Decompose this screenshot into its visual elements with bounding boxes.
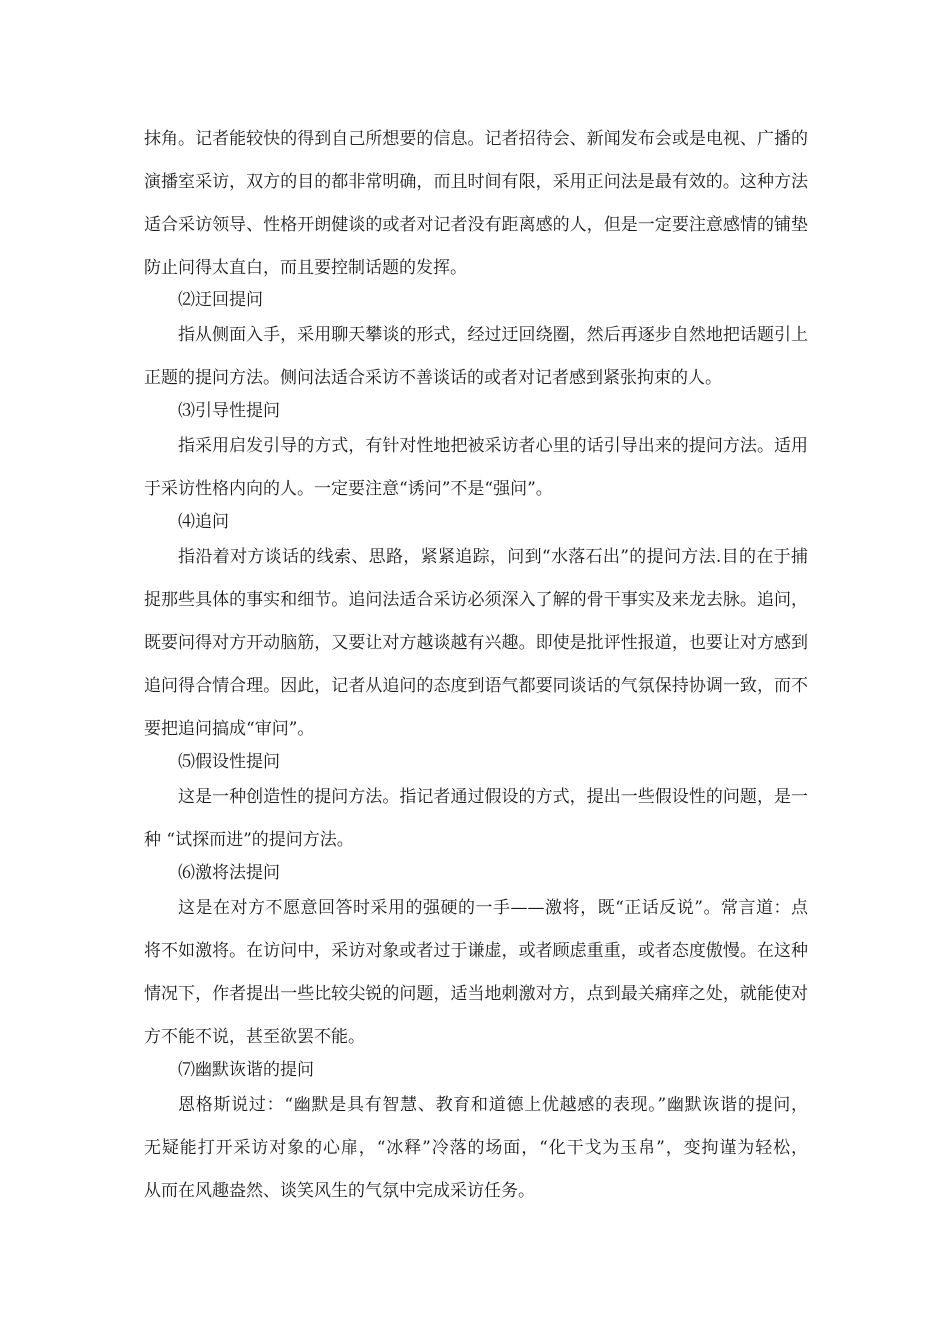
section-heading: ⑷追问	[178, 512, 229, 532]
paragraph-line: 方不能不说，甚至欲罢不能。	[144, 1027, 365, 1047]
paragraph-line: 演播室采访，双方的目的都非常明确，而且时间有限，采用正问法是最有效的。这种方法	[144, 172, 808, 192]
section-heading: ⑵迂回提问	[178, 290, 263, 310]
paragraph-line: 这是一种创造性的提问方法。指记者通过假设的方式，提出一些假设性的问题，是一	[178, 787, 808, 807]
paragraph-line: 指采用启发引导的方式，有针对性地把被采访者心里的话引导出来的提问方法。适用	[178, 436, 808, 456]
paragraph-line: 种 “试探而进”的提问方法。	[144, 830, 354, 850]
paragraph-line: 指沿着对方谈话的线索、思路，紧紧追踪，问到“水落石出”的提问方法.目的在于捕	[178, 547, 808, 567]
section-heading: ⑹激将法提问	[178, 863, 280, 883]
section-heading: ⑶引导性提问	[178, 401, 280, 421]
paragraph-line: 要把追问搞成“审问”。	[144, 719, 315, 739]
paragraph-line: 从而在风趣盎然、谈笑风生的气氛中完成采访任务。	[144, 1181, 535, 1201]
section-heading: ⑸假设性提问	[178, 752, 280, 772]
paragraph-line: 既要问得对方开动脑筋，又要让对方越谈越有兴趣。即使是批评性报道，也要让对方感到	[144, 633, 808, 653]
paragraph-line: 无疑能打开采访对象的心扉，“冰释”冷落的场面，“化干戈为玉帛”，变拘谨为轻松，	[144, 1138, 808, 1158]
paragraph-line: 将不如激将。在访问中，采访对象或者过于谦虚，或者顾虑重重，或者态度傲慢。在这种	[144, 941, 808, 961]
paragraph-line: 捉那些具体的事实和细节。追问法适合采访必须深入了解的骨干事实及来龙去脉。追问，	[144, 590, 808, 610]
paragraph-line: 这是在对方不愿意回答时采用的强硬的一手——激将，既“正话反说”。常言道：点	[178, 898, 808, 918]
paragraph-line: 指从侧面入手，采用聊天攀谈的形式，经过迂回绕圈，然后再逐步自然地把话题引上	[178, 325, 808, 345]
paragraph-line: 追问得合情合理。因此，记者从追问的态度到语气都要同谈话的气氛保持协调一致，而不	[144, 676, 808, 696]
paragraph-line: 情况下，作者提出一些比较尖锐的问题，适当地刺激对方，点到最关痛痒之处，就能使对	[144, 984, 808, 1004]
section-heading: ⑺幽默诙谐的提问	[178, 1060, 314, 1080]
paragraph-line: 恩格斯说过：“幽默是具有智慧、教育和道德上优越感的表现。”幽默诙谐的提问，	[178, 1095, 808, 1115]
paragraph-line: 正题的提问方法。侧问法适合采访不善谈话的或者对记者感到紧张拘束的人。	[144, 368, 722, 388]
paragraph-line: 抹角。记者能较快的得到自己所想要的信息。记者招待会、新闻发布会或是电视、广播的	[144, 129, 808, 149]
paragraph-line: 适合采访领导、性格开朗健谈的或者对记者没有距离感的人，但是一定要注意感情的铺垫	[144, 215, 808, 235]
paragraph-line: 防止问得太直白，而且要控制话题的发挥。	[144, 258, 467, 278]
paragraph-line: 于采访性格内向的人。一定要注意“诱问”不是“强问”。	[144, 479, 553, 499]
